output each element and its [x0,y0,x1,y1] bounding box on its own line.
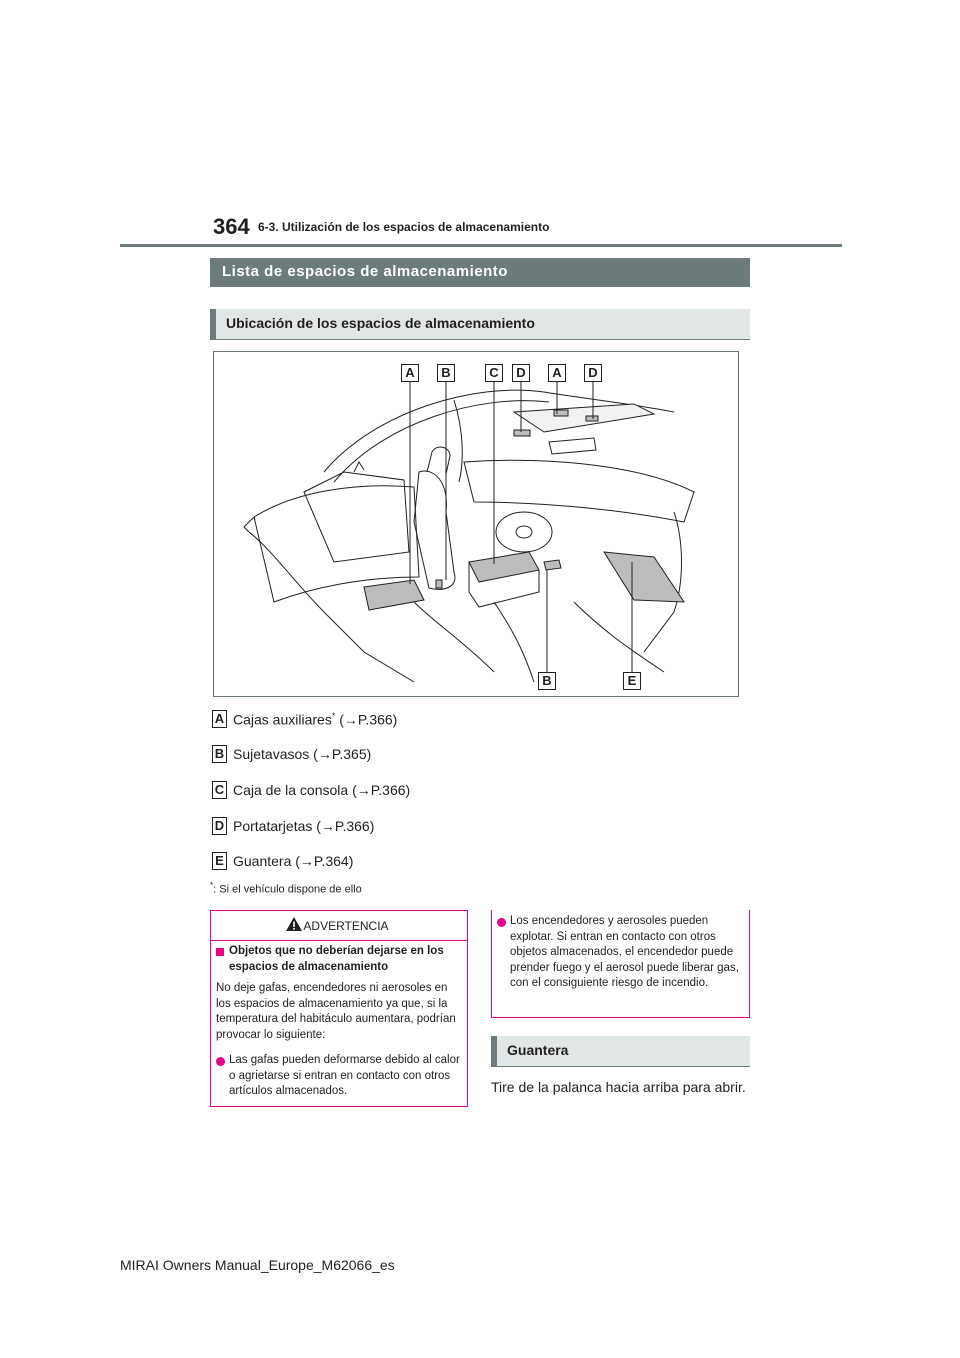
warning-box [210,910,468,1107]
main-heading: Lista de espacios de almacenamiento [210,258,750,287]
legend-text: Portatarjetas (→P.366) [233,818,375,834]
footnote-text: : Si el vehículo dispone de ello [213,883,362,896]
callout-label: A [548,364,566,382]
callout-label: C [485,364,503,382]
legend-letter: A [212,710,227,728]
warning-box-continued [491,910,750,1018]
legend-text: Guantera (→P.364) [233,853,354,869]
legend-text: Caja de la consola (→P.366) [233,782,411,798]
legend-reference: (→P.366) [335,711,398,728]
warning-title: ADVERTENCIA [303,919,389,933]
callout-label: B [538,672,556,690]
footnote-mark: * [210,881,214,890]
section-title: 6-3. Utilización de los espacios de almacenamiento [258,220,550,234]
warning-bullet: Las gafas pueden deformarse debido al calor o agrietarse si entran en contacto con otros artículos almacenados. [229,1054,460,1097]
circle-bullet-icon [216,1057,225,1066]
callout-label: D [584,364,602,382]
footnote [210,881,362,896]
legend-text: Sujetavasos (→P.365) [233,746,372,762]
legend-footnote-mark: * [331,711,336,721]
callout-label: A [401,364,419,382]
callout-label: D [512,364,530,382]
callout-label: B [437,364,455,382]
footer: MIRAI Owners Manual_Europe_M62066_es [120,1257,395,1273]
callout-label: E [623,672,641,690]
glovebox-heading: Guantera [491,1036,750,1066]
page-number: 364 [213,214,250,239]
circle-bullet-icon [497,918,506,927]
warning-title-bar [211,911,467,941]
legend-text [233,711,397,728]
sub-heading-rule [210,339,750,340]
legend-letter: E [212,852,227,870]
header-rule [120,244,842,247]
legend-letter: B [212,745,227,763]
legend-label: Cajas auxiliares [233,711,332,728]
warning-item-title: Objetos que no deberían dejarse en los espacios de almacenamiento [229,945,444,973]
legend-letter: D [212,817,227,835]
interior-illustration [213,351,739,697]
sub-heading: Ubicación de los espacios de almacenamiento [210,309,750,339]
glovebox-heading-rule [491,1066,750,1067]
glovebox-text: Tire de la palanca hacia arriba para abrir. [491,1079,746,1095]
square-bullet-icon [216,948,224,956]
warning-paragraph: No deje gafas, encendedores ni aerosoles en los espacios de almacenamiento ya que, si la temperatura del habitáculo aumentara, podrían provocar lo siguiente: [216,982,456,1041]
legend-letter: C [212,781,227,799]
car-interior-drawing [214,352,738,696]
warning-bullet: Los encendedores y aerosoles pueden explotar. Si entran en contacto con otros objetos almacenados, el encendedor puede prender fuego y el aerosol puede liberar gas, con el consiguiente riesgo de incendio. [510,915,739,989]
